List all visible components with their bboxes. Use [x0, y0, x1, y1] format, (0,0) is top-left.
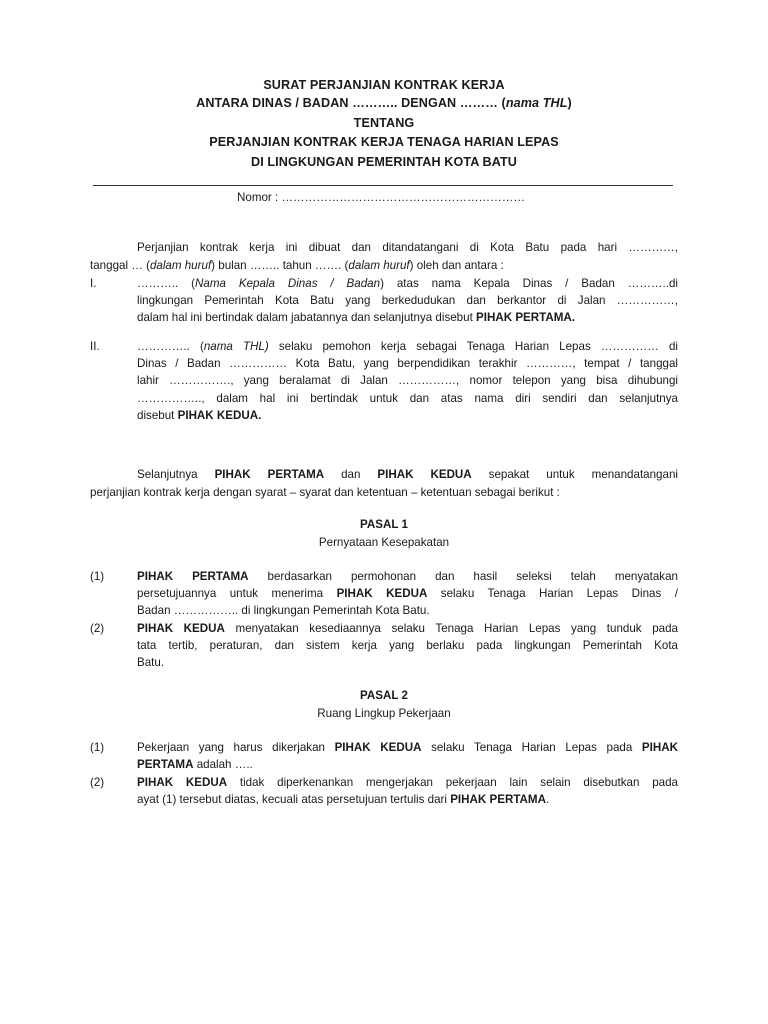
pasal1-heading: PASAL 1: [360, 518, 408, 531]
doc-title-line3: TENTANG: [353, 116, 415, 130]
pasal1-item2-number: (2): [90, 622, 105, 635]
pasal1-subtitle: Pernyataan Kesepakatan: [318, 536, 450, 549]
doc-title-line4: PERJANJIAN KONTRAK KERJA TENAGA HARIAN LEPAS: [209, 135, 559, 149]
pasal1-item2-text: PIHAK KEDUA menyatakan kesediaannya selaku Tenaga Harian Lepas yang tunduk pada tata tertib, peraturan, dan sistem kerja yang berlaku pada lingkungan Pemerintah Kota Batu.: [137, 622, 678, 670]
pasal2-subtitle: Ruang Lingkup Pekerjaan: [317, 707, 451, 720]
intro-line1: Perjanjian kontrak kerja ini dibuat dan ditandatangani di Kota Batu pada hari …………,: [137, 241, 678, 254]
pasal2-item2-text: PIHAK KEDUA tidak diperkenankan mengerjakan pekerjaan lain selain disebutkan pada ayat (1) tersebut diatas, kecuali atas persetujuan tertulis dari PIHAK PERTAMA.: [137, 776, 678, 807]
agreement-line1: Selanjutnya PIHAK PERTAMA dan PIHAK KEDUA sepakat untuk menandatangani: [137, 468, 678, 481]
pasal1-item1-text: PIHAK PERTAMA berdasarkan permohonan dan hasil seleksi telah menyatakan persetujuannya untuk menerima PIHAK KEDUA selaku Tenaga Harian Lepas Dinas / Badan …………….. di lingkungan Pemerintah Kota Batu.: [137, 570, 678, 618]
document-number: Nomor : ………………………………………………………: [237, 191, 525, 204]
pasal2-item1-number: (1): [90, 741, 105, 754]
doc-title-line1: SURAT PERJANJIAN KONTRAK KERJA: [263, 78, 505, 92]
intro-line2: tanggal … (dalam huruf) bulan …….. tahun ……. (dalam huruf) oleh dan antara :: [90, 259, 504, 272]
party2-text: ………….. (nama THL) selaku pemohon kerja sebagai Tenaga Harian Lepas …………… di Dinas / Badan …………… Kota Batu, yang berpendidikan terakhir …………, tempat / tanggal lahir ……………., yang beralamat di Jalan ……………, nomor telepon yang bisa dihubungi …………….., dalam hal ini bertindak untuk dan atas nama diri sendiri dan selanjutnya disebut PIHAK KEDUA.: [137, 340, 678, 422]
pasal2-item2-number: (2): [90, 776, 105, 789]
header-divider: [93, 185, 673, 186]
party1-text: ……….. (Nama Kepala Dinas / Badan) atas nama Kepala Dinas / Badan ………..di lingkungan Pemerintah Kota Batu yang berkedudukan dan berkantor di Jalan ……………, dalam hal ini bertindak dalam jabatannya dan selanjutnya disebut PIHAK PERTAMA.: [137, 277, 678, 325]
pasal2-heading: PASAL 2: [360, 689, 408, 702]
agreement-line2: perjanjian kontrak kerja dengan syarat – syarat dan ketentuan – ketentuan sebagai berikut :: [90, 486, 560, 499]
pasal2-item1-text: Pekerjaan yang harus dikerjakan PIHAK KEDUA selaku Tenaga Harian Lepas pada PIHAK PERTAMA adalah …..: [137, 741, 678, 772]
doc-title-line5: DI LINGKUNGAN PEMERINTAH KOTA BATU: [251, 155, 517, 169]
party1-label: I.: [90, 277, 97, 290]
party2-label: II.: [90, 340, 100, 353]
pasal1-item1-number: (1): [90, 570, 105, 583]
doc-title-line2: ANTARA DINAS / BADAN ……….. DENGAN ……… (nama THL): [196, 96, 572, 110]
